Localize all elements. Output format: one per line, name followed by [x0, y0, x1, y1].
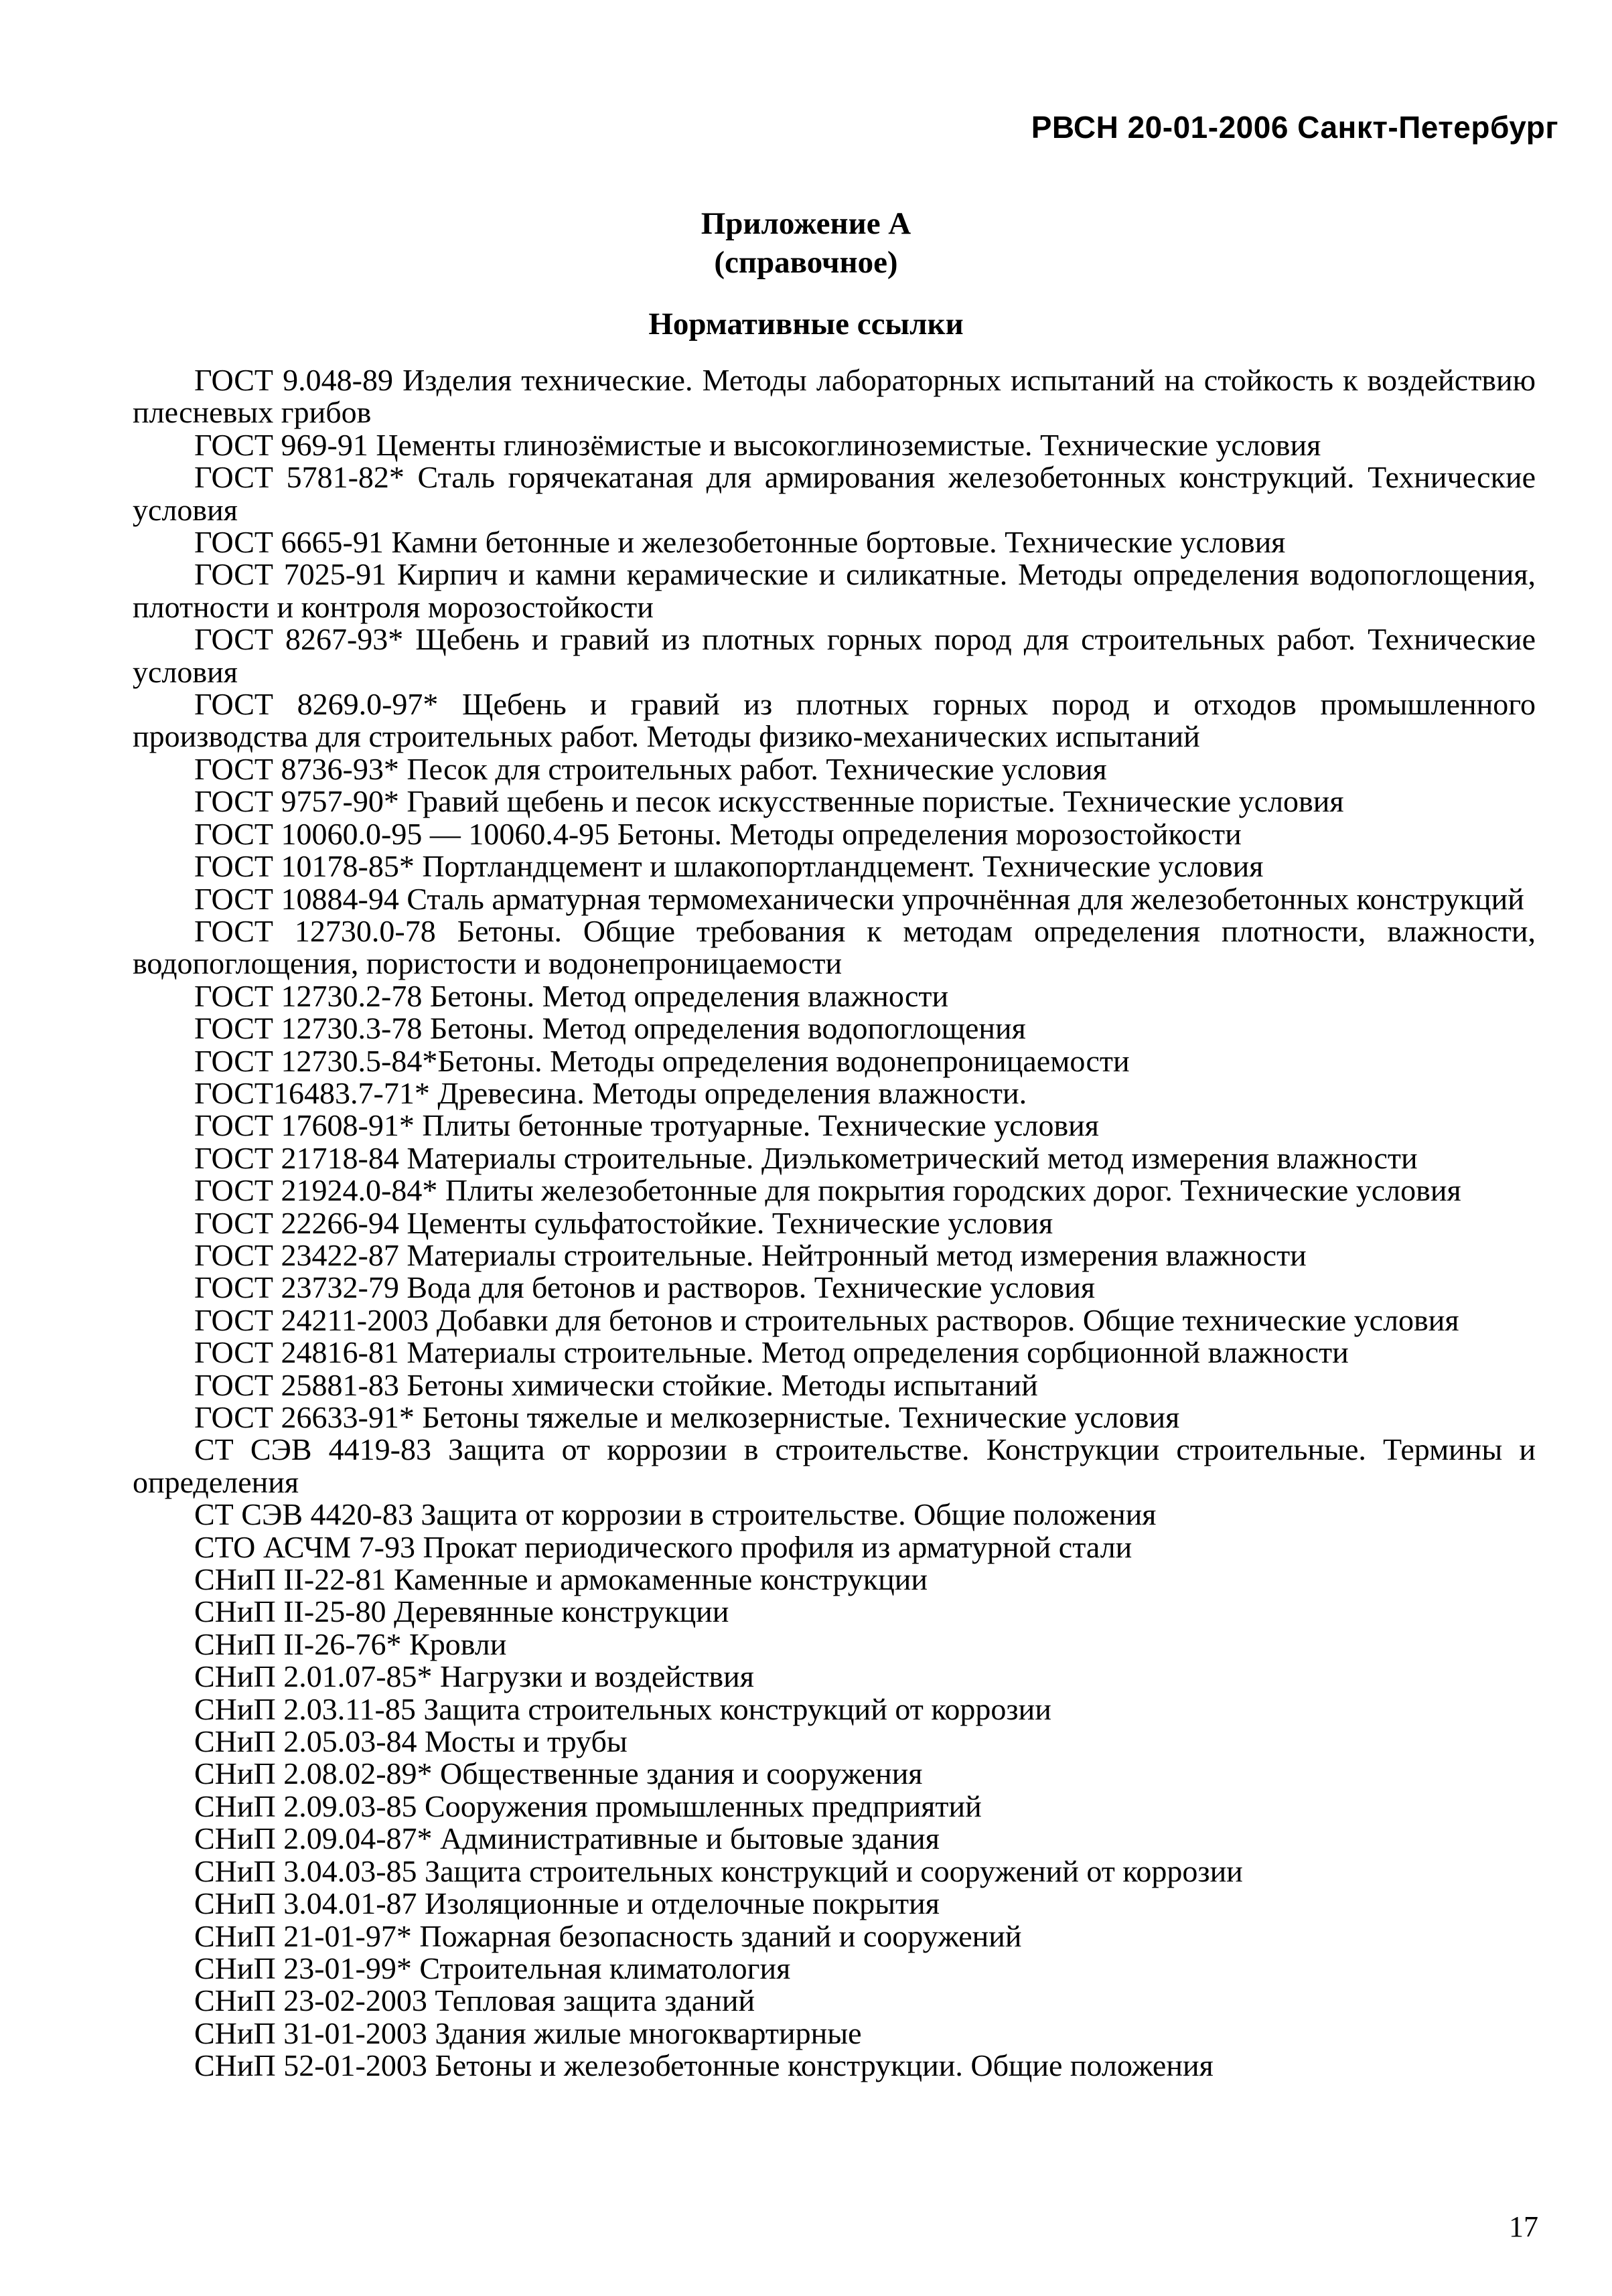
reference-item: ГОСТ 9.048-89 Изделия технические. Методы лабораторных испытаний на стойкость к воздействию плесневых грибов [133, 363, 1536, 430]
reference-item: ГОСТ 10060.0-95 — 10060.4-95 Бетоны. Методы определения морозостойкости [194, 816, 1242, 851]
reference-item: СНиП 2.08.02-89* Общественные здания и сооружения [194, 1756, 923, 1791]
reference-item: СТ СЭВ 4420-83 Защита от коррозии в строительстве. Общие положения [194, 1497, 1157, 1532]
appendix-title: Приложение А [701, 206, 911, 241]
page-number: 17 [1509, 2210, 1538, 2243]
reference-item: ГОСТ 24816-81 Материалы строительные. Метод определения сорбционной влажности [194, 1335, 1349, 1370]
reference-item: СНиП 3.04.01-87 Изоляционные и отделочные покрытия [194, 1886, 940, 1921]
reference-item: ГОСТ 10178-85* Портландцемент и шлакопортландцемент. Технические условия [194, 849, 1264, 884]
reference-item: СТО АСЧМ 7-93 Прокат периодического профиля из арматурной стали [194, 1529, 1132, 1564]
reference-item: СНиП 2.01.07-85* Нагрузки и воздействия [194, 1659, 754, 1694]
reference-item: СНиП 2.09.03-85 Сооружения промышленных предприятий [194, 1788, 982, 1823]
reference-item: ГОСТ 7025-91 Кирпич и камни керамические и силикатные. Методы определения водопоглощения, плотности и контроля морозостойкости [133, 557, 1536, 624]
reference-item: СНиП II-22-81 Каменные и армокаменные конструкции [194, 1562, 928, 1597]
reference-item: ГОСТ 6665-91 Камни бетонные и железобетонные бортовые. Технические условия [194, 525, 1286, 560]
reference-item: СНиП 23-02-2003 Тепловая защита зданий [194, 1983, 755, 2018]
reference-item: СНиП 2.03.11-85 Защита строительных конструкций от коррозии [194, 1691, 1051, 1726]
reference-item: ГОСТ 12730.5-84*Бетоны. Методы определения водонепроницаемости [194, 1043, 1130, 1078]
reference-item: ГОСТ 9757-90* Гравий щебень и песок искусственные пористые. Технические условия [194, 784, 1344, 819]
reference-item: ГОСТ 969-91 Цементы глинозёмистые и высокоглиноземистые. Технические условия [194, 427, 1321, 462]
section-title: Нормативные ссылки [648, 307, 964, 341]
reference-item: СНиП II-26-76* Кровли [194, 1626, 507, 1661]
reference-item: ГОСТ 5781-82* Сталь горячекатаная для армирования железобетонных конструкций. Технические условия [133, 460, 1536, 527]
reference-item: ГОСТ 26633-91* Бетоны тяжелые и мелкозернистые. Технические условия [194, 1400, 1180, 1434]
reference-item: СНиП 21-01-97* Пожарная безопасность зданий и сооружений [194, 1918, 1022, 1953]
reference-item: ГОСТ16483.7-71* Древесина. Методы определения влажности. [194, 1075, 1027, 1110]
reference-item: ГОСТ 8267-93* Щебень и гравий из плотных горных пород для строительных работ. Технические условия [133, 622, 1536, 689]
reference-item: ГОСТ 22266-94 Цементы сульфатостойкие. Технические условия [194, 1205, 1053, 1240]
reference-item: СНиП 52-01-2003 Бетоны и железобетонные конструкции. Общие положения [194, 2048, 1214, 2083]
references-list [133, 364, 1536, 2082]
reference-item: ГОСТ 25881-83 Бетоны химически стойкие. Методы испытаний [194, 1367, 1038, 1402]
appendix-heading [0, 204, 1612, 282]
reference-item: ГОСТ 12730.2-78 Бетоны. Метод определения влажности [194, 978, 949, 1013]
reference-item: ГОСТ 12730.0-78 Бетоны. Общие требования к методам определения плотности, влажности, водопоглощения, пористости и водонепроницаемости [133, 913, 1536, 981]
reference-item: ГОСТ 17608-91* Плиты бетонные тротуарные. Технические условия [194, 1108, 1099, 1143]
reference-item: СНиП II-25-80 Деревянные конструкции [194, 1594, 729, 1629]
reference-item: ГОСТ 21718-84 Материалы строительные. Диэлькометрический метод измерения влажности [194, 1140, 1418, 1175]
document-header: РВСН 20-01-2006 Санкт-Петербург [1031, 110, 1558, 145]
reference-item: СНиП 2.05.03-84 Мосты и трубы [194, 1724, 628, 1759]
reference-item: ГОСТ 10884-94 Сталь арматурная термомеханически упрочнённая для железобетонных конструкций [194, 881, 1524, 916]
reference-item: СТ СЭВ 4419-83 Защита от коррозии в строительстве. Конструкции строительные. Термины и определения [133, 1432, 1536, 1499]
reference-item: ГОСТ 8269.0-97* Щебень и гравий из плотных горных пород и отходов промышленного производства для строительных работ. Методы физико-механических испытаний [133, 687, 1536, 754]
reference-item: ГОСТ 8736-93* Песок для строительных работ. Технические условия [194, 751, 1107, 786]
reference-item: СНиП 31-01-2003 Здания жилые многоквартирные [194, 2015, 862, 2050]
reference-item: ГОСТ 24211-2003 Добавки для бетонов и строительных растворов. Общие технические условия [194, 1302, 1459, 1337]
reference-item: ГОСТ 21924.0-84* Плиты железобетонные для покрытия городских дорог. Технические условия [194, 1173, 1461, 1208]
reference-item: ГОСТ 12730.3-78 Бетоны. Метод определения водопоглощения [194, 1011, 1026, 1046]
reference-item: СНиП 2.09.04-87* Административные и бытовые здания [194, 1821, 940, 1856]
reference-item: ГОСТ 23422-87 Материалы строительные. Нейтронный метод измерения влажности [194, 1237, 1307, 1272]
reference-item: ГОСТ 23732-79 Вода для бетонов и растворов. Технические условия [194, 1270, 1096, 1305]
appendix-subtitle: (справочное) [714, 245, 898, 280]
reference-item: СНиП 23-01-99* Строительная климатология [194, 1950, 791, 1985]
reference-item: СНиП 3.04.03-85 Защита строительных конструкций и сооружений от коррозии [194, 1853, 1243, 1888]
